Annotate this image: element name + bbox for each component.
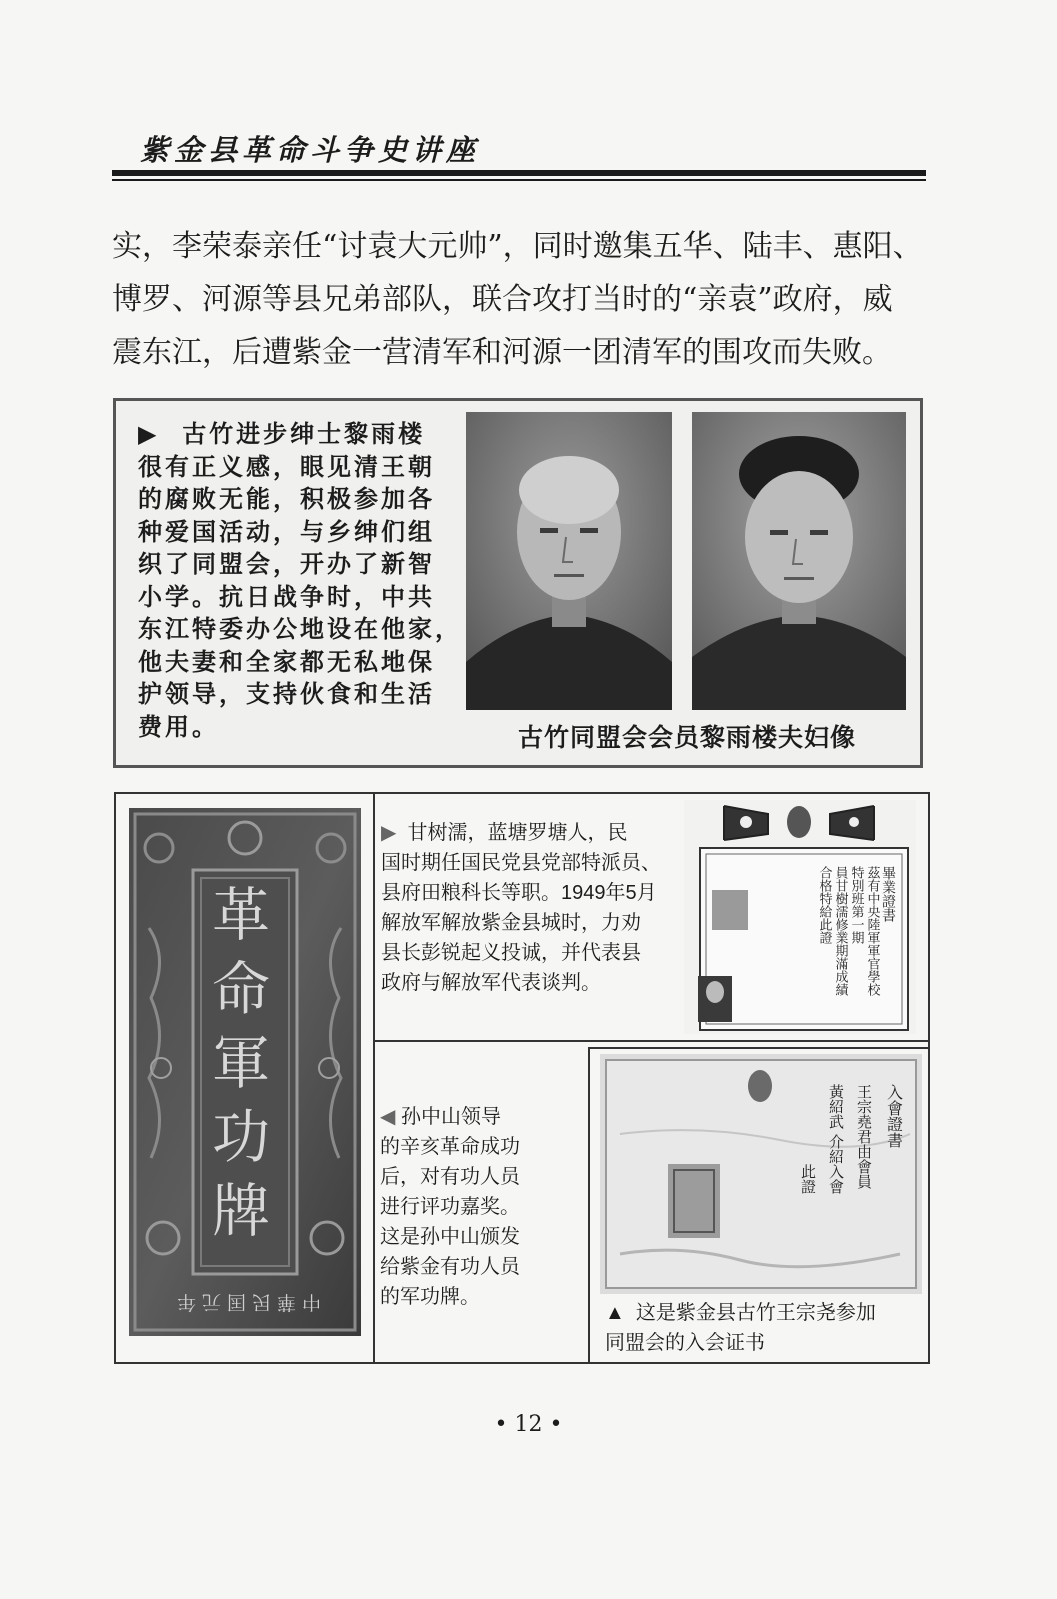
description-line: 解放军解放紫金县城时，力劝 (381, 912, 641, 934)
svg-text:員甘樹濡修業期滿成績: 員甘樹濡修業期滿成績 (832, 866, 848, 996)
svg-text:合格特給此證: 合格特給此證 (816, 866, 832, 944)
description-line: 政府与解放军代表谈判。 (381, 972, 601, 994)
description-line: 国时期任国民党县党部特派员、 (381, 852, 661, 874)
svg-text:入會證書: 入會證書 (884, 1084, 904, 1148)
svg-text:王宗堯君由會員: 王宗堯君由會員 (855, 1084, 873, 1189)
caption-line: 同盟会的入会证书 (605, 1332, 765, 1354)
svg-text:特別班第一期: 特別班第一期 (848, 866, 864, 944)
plaque-character: 軍 (211, 1029, 270, 1097)
merit-plaque-description (380, 1102, 580, 1312)
left-arrow-icon: ◀ (380, 1106, 396, 1128)
description-line: ◀ 孙中山领导 (380, 1106, 501, 1128)
right-arrow-icon: ▶ (381, 822, 397, 844)
header-rule-thick (112, 170, 926, 176)
li-yulou-description (138, 418, 462, 743)
plaque-date-inscription: 中華民国元年 (171, 1291, 322, 1313)
portrait-wife-photo (692, 412, 906, 710)
svg-text:黃紹武 介紹入會: 黃紹武 介紹入會 (827, 1084, 845, 1194)
gan-shuru-description (381, 818, 681, 998)
description-line: 费用。 (138, 711, 219, 741)
paragraph-line: 震东江，后遭紫金一营清军和河源一团清军的围攻而失败。 (112, 335, 892, 370)
description-line: 种爱国活动，与乡绅们组 (138, 516, 435, 546)
header-rule-thin (112, 179, 926, 181)
divider (373, 793, 375, 1363)
description-line: 给紫金有功人员 (380, 1256, 520, 1278)
plaque-character: 牌 (211, 1177, 270, 1245)
svg-text:此證: 此證 (799, 1164, 817, 1194)
description-line: 护领导，支持伙食和生活 (138, 679, 435, 708)
description-line: 东江特委办公地设在他家， (138, 614, 462, 643)
plaque-character: 命 (211, 955, 270, 1023)
description-line: 县府田粮科长等职。1949年5月 (381, 882, 657, 904)
right-arrow-icon: ▶ (138, 419, 160, 448)
plaque-character: 功 (211, 1103, 270, 1171)
description-line: 织了同盟会，开办了新智 (138, 549, 435, 578)
description-line: 的军功牌。 (380, 1286, 480, 1308)
page-number: • 12 • (494, 1412, 563, 1437)
description-line: 这是孙中山颁发 (380, 1226, 520, 1248)
description-line: 小学。抗日战争时，中共 (138, 581, 435, 611)
portrait-caption: 古竹同盟会会员黎雨楼夫妇像 (517, 723, 856, 752)
graduation-certificate-photo (684, 800, 916, 1034)
paragraph-line: 实，李荣泰亲任“讨袁大元帅”，同时邀集五华、陆丰、惠阳、 (112, 229, 923, 264)
description-line: 的辛亥革命成功 (380, 1136, 520, 1158)
body-paragraph (112, 220, 932, 379)
membership-certificate-caption (605, 1298, 925, 1358)
description-line: 他夫妻和全家都无私地保 (138, 646, 435, 676)
divider (590, 1047, 930, 1049)
divider (588, 1047, 590, 1363)
plaque-character: 革 (211, 881, 270, 949)
portrait-husband-photo (466, 412, 672, 710)
divider (374, 1040, 929, 1042)
description-line: 进行评功嘉奖。 (380, 1196, 520, 1218)
description-line: 后，对有功人员 (380, 1166, 520, 1188)
svg-text:畢業證書: 畢業證書 (880, 866, 896, 922)
running-header-title: 紫金县革命斗争史讲座 (140, 133, 481, 167)
description-line: 很有正义感，眼见清王朝 (138, 451, 435, 481)
plaque-inscription (196, 878, 286, 1248)
up-arrow-icon: ▲ (605, 1302, 625, 1324)
caption-line: ▲ 这是紫金县古竹王宗尧参加 (605, 1302, 876, 1324)
description-line: 县长彭锐起义投诚，并代表县 (381, 942, 641, 964)
paragraph-line: 博罗、河源等县兄弟部队，联合攻打当时的“亲袁”政府，威 (112, 282, 893, 317)
description-line: 的腐败无能，积极参加各 (138, 484, 435, 513)
svg-text:茲有中央陸軍軍官學校: 茲有中央陸軍軍官學校 (864, 866, 880, 996)
description-line: ▶ 甘树濡，蓝塘罗塘人，民 (381, 822, 628, 844)
membership-certificate-photo (600, 1054, 922, 1294)
description-line: ▶ 古竹进步绅士黎雨楼 (138, 419, 426, 448)
